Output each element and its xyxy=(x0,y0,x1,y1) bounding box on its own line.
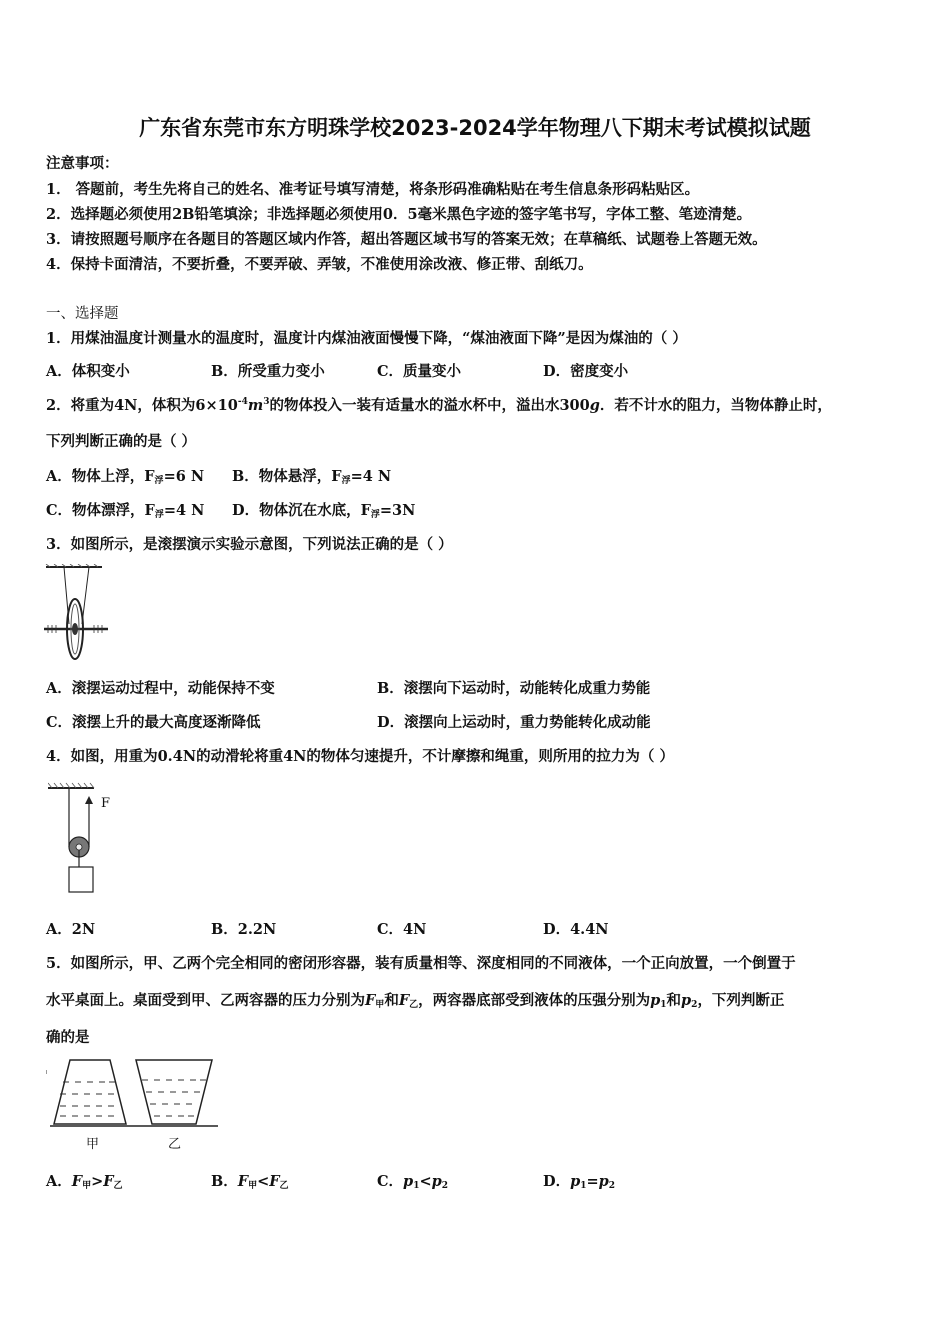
q1-option-b[interactable]: B．所受重力变小 xyxy=(211,363,325,380)
page-title: 广东省东莞市东方明珠学校2023-2024学年物理八下期末考试模拟试题 xyxy=(139,116,811,140)
q2-option-a[interactable]: A．物体上浮，$F_浮=6$ N xyxy=(46,468,205,486)
q1-option-c[interactable]: C．质量变小 xyxy=(377,363,462,380)
notice-heading: 注意事项： xyxy=(46,155,119,172)
q2-stem-line2: 下列判断正确的是（ ） xyxy=(46,433,197,450)
notice-item-3: 3．请按照题号顺序在各题目的答题区域内作答，超出答题区域书写的答案无效；在草稿纸、试题卷上答题无效。 xyxy=(46,231,767,248)
notice-item-2: 2．选择题必须使用2B铅笔填涂；非选择题必须使用0．5毫米黑色字迹的签字笔书写，字体工整、笔迹清楚。 xyxy=(46,206,752,223)
container-label-yi: 乙 xyxy=(168,1137,182,1152)
q2-stem-line1: 2．将重为4N，体积为$6\times 10^{-4}m^3$的物体投入一装有适量水的溢水杯中，溢出水300g．若不计水的阻力，当物体静止时， xyxy=(46,397,832,414)
q4-option-b[interactable]: B．2.2N xyxy=(211,921,277,938)
q3-option-c[interactable]: C．滚摆上升的最大高度逐渐降低 xyxy=(46,714,261,731)
q1-stem: 1．用煤油温度计测量水的温度时，温度计内煤油液面慢慢下降，“煤油液面下降”是因为煤油的（ ） xyxy=(46,330,687,347)
q1-option-d[interactable]: D．密度变小 xyxy=(543,363,629,380)
q5-stem-line3: 确的是 xyxy=(46,1029,90,1046)
q5-stem-line1: 5．如图所示，甲、乙两个完全相同的密闭形容器，装有质量相等、深度相同的不同液体，一个正向放置，一个倒置于 xyxy=(46,955,796,972)
q5-option-b[interactable]: B．$F_甲<F_乙$ xyxy=(211,1173,289,1191)
q3-option-a[interactable]: A．滚摆运动过程中，动能保持不变 xyxy=(46,680,275,697)
q5-option-a[interactable]: A．$F_甲>F_乙$ xyxy=(46,1173,123,1191)
q4-option-d[interactable]: D．4.4N xyxy=(543,921,609,938)
q5-option-c[interactable]: C．$p_1<p_2$ xyxy=(377,1173,449,1191)
notice-item-1: 1． 答题前，考生先将自己的姓名、准考证号填写清楚，将条形码准确粘贴在考生信息条形码粘贴区。 xyxy=(46,181,700,198)
q4-option-a[interactable]: A．2N xyxy=(46,921,96,938)
q5-option-d[interactable]: D．$p_1=p_2$ xyxy=(543,1173,616,1191)
q1-option-a[interactable]: A．体积变小 xyxy=(46,363,130,380)
q2-option-b[interactable]: B．物体悬浮，$F_浮=4$ N xyxy=(232,468,392,486)
q3-option-b[interactable]: B．滚摆向下运动时，动能转化成重力势能 xyxy=(377,680,651,697)
force-label: F xyxy=(101,796,111,811)
q2-option-d[interactable]: D．物体沉在水底，$F_浮=3N$ xyxy=(232,502,416,520)
maxwell-wheel-figure xyxy=(44,564,114,664)
q4-stem: 4．如图，用重为0.4N的动滑轮将重4N的物体匀速提升，不计摩擦和绳重，则所用的拉力为（ ） xyxy=(46,748,674,765)
q4-option-c[interactable]: C．4N xyxy=(377,921,427,938)
notice-item-4: 4．保持卡面清洁，不要折叠，不要弄破、弄皱，不准使用涂改液、修正带、刮纸刀。 xyxy=(46,256,593,273)
q3-option-d[interactable]: D．滚摆向上运动时，重力势能转化成动能 xyxy=(377,714,651,731)
containers-figure xyxy=(46,1056,226,1132)
container-label-jia: 甲 xyxy=(86,1137,100,1152)
section-heading: 一、选择题 xyxy=(46,306,119,322)
q2-option-c[interactable]: C．物体漂浮，$F_浮=4$ N xyxy=(46,502,205,520)
q3-stem: 3．如图所示，是滚摆演示实验示意图，下列说法正确的是（ ） xyxy=(46,536,453,553)
q5-stem-line2: 水平桌面上。桌面受到甲、乙两容器的压力分别为$F_甲$和$F_乙$，两容器底部受到液体的压强分别为$p_1$和$p_2$，下列判断正 xyxy=(46,992,785,1010)
